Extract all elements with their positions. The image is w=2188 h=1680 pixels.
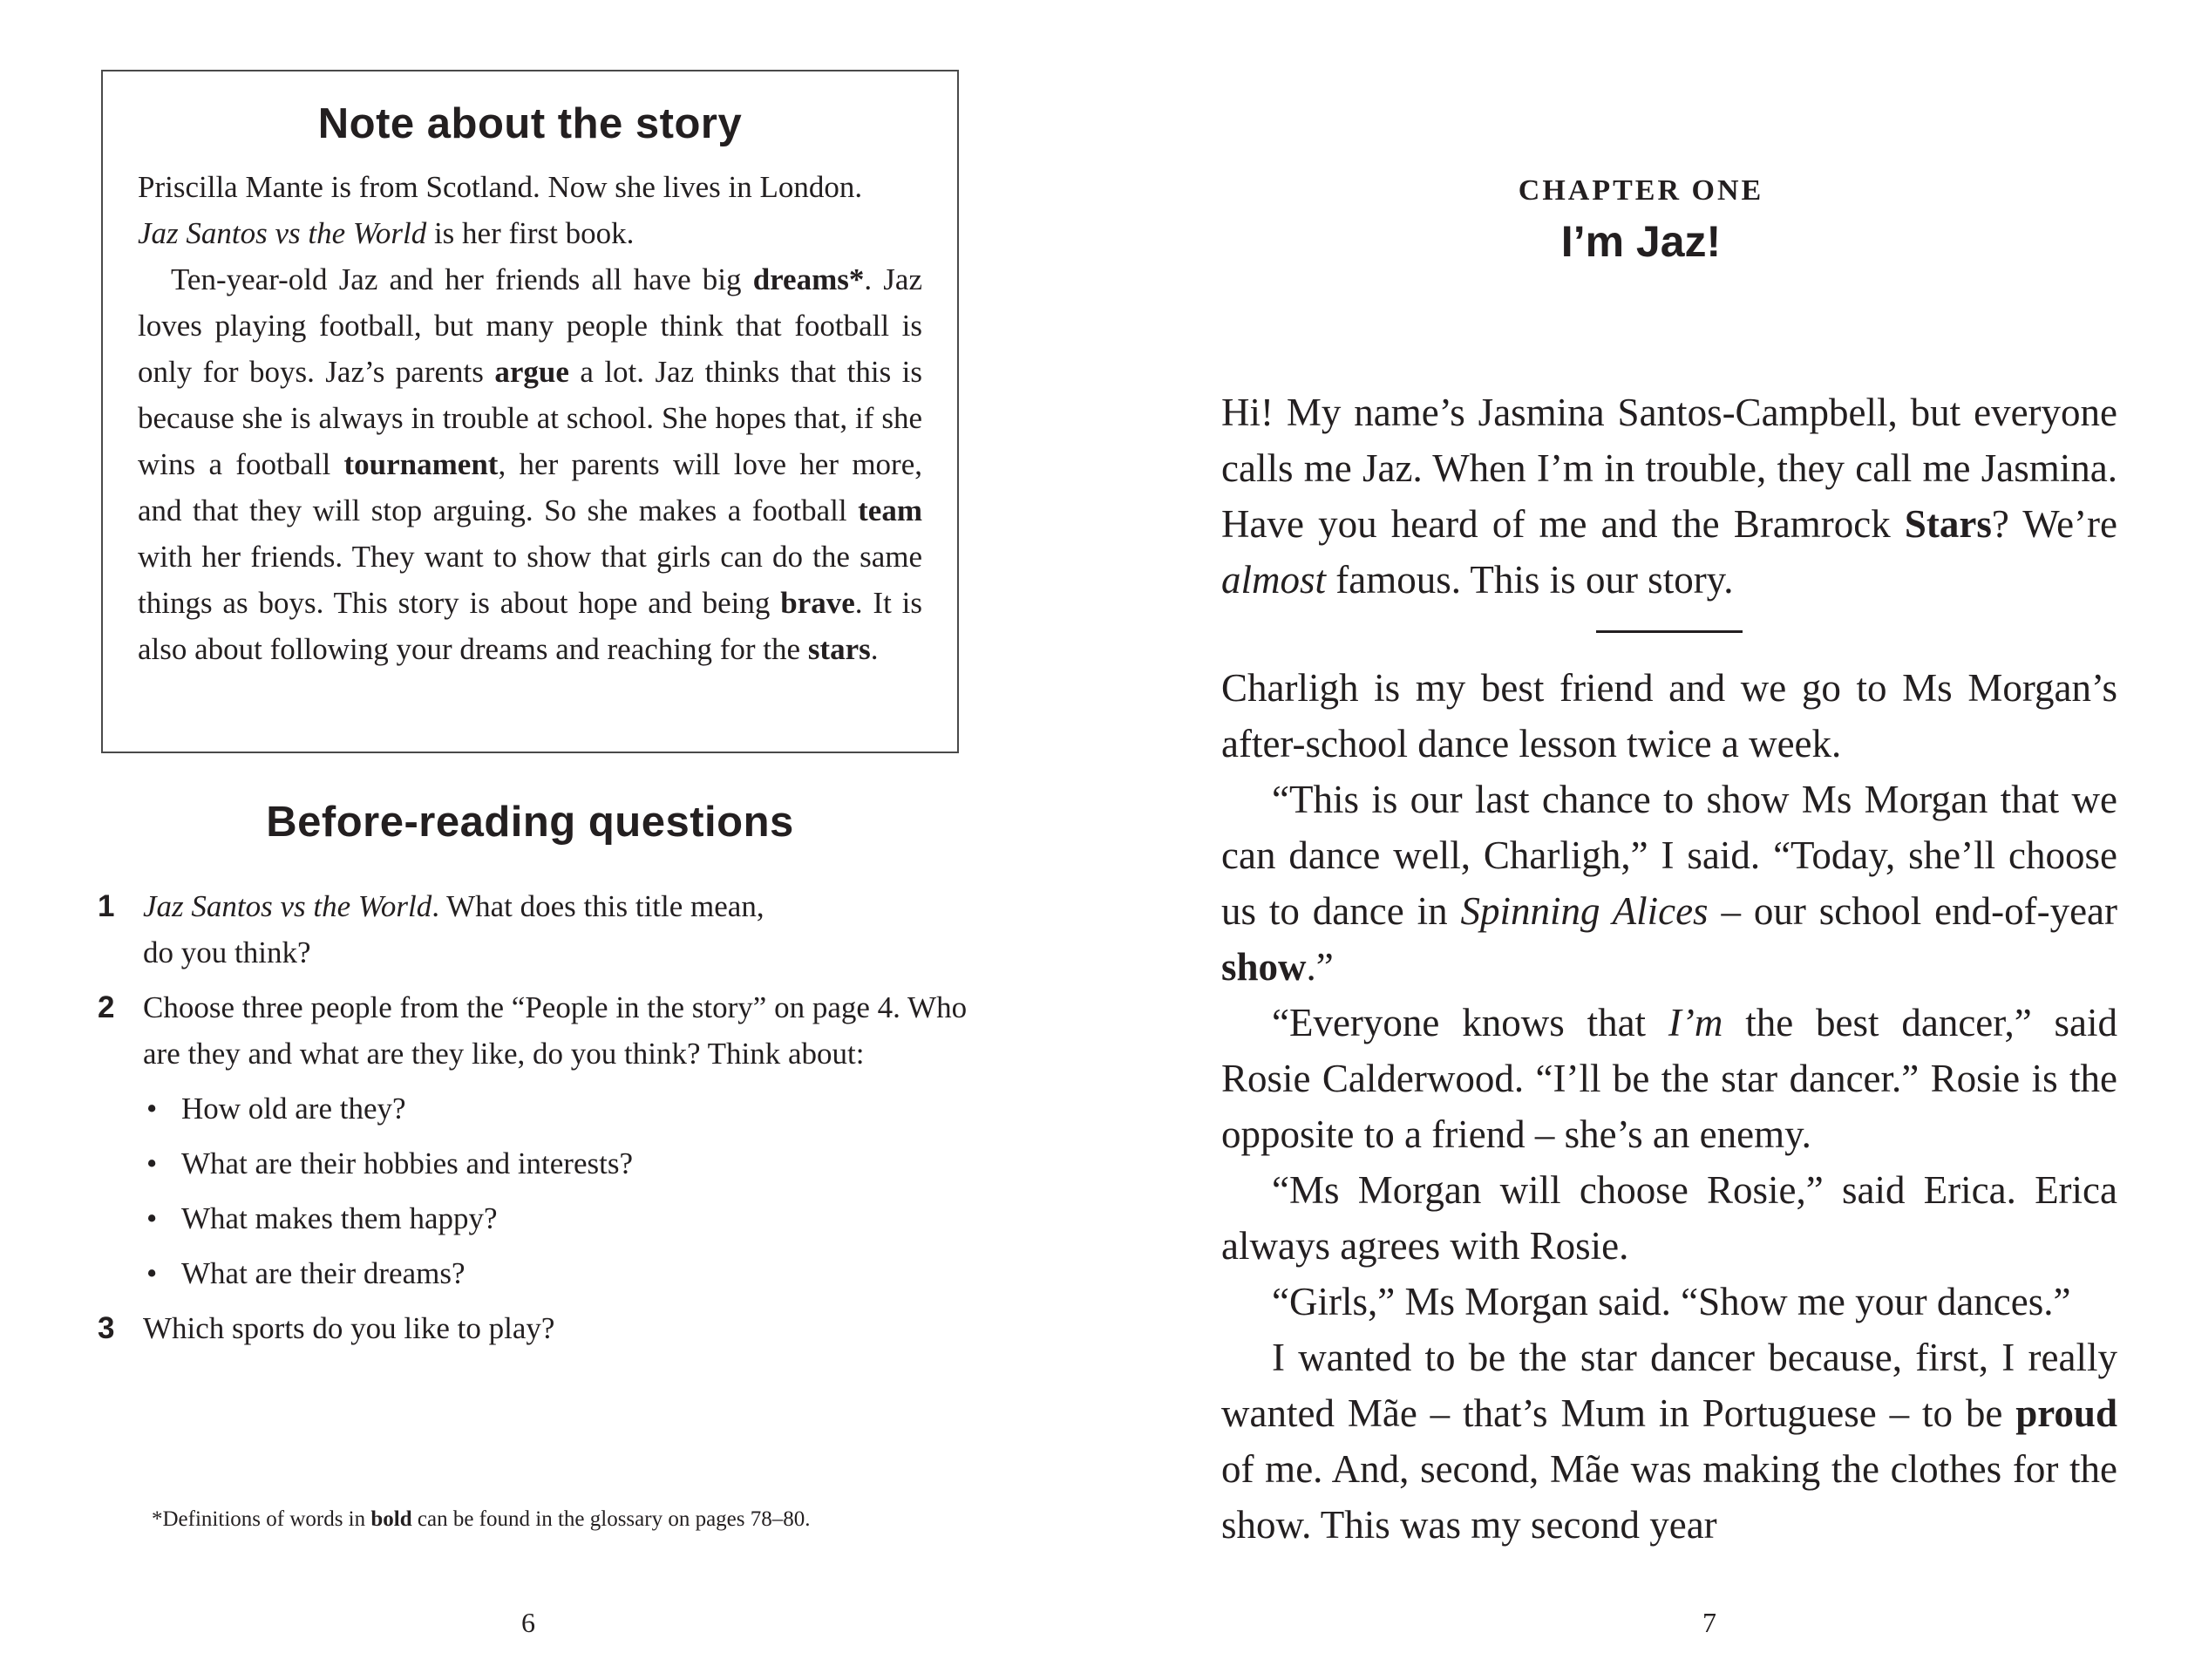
list-item-text: What makes them happy? (181, 1201, 498, 1235)
question-1-book-title: Jaz Santos vs the World (143, 889, 432, 923)
story-paragraph: “Girls,” Ms Morgan said. “Show me your dances.” (1272, 1280, 2071, 1323)
bullet-icon: • (146, 1201, 158, 1235)
story-text-run: “This is our last chance to show Ms Morgan that we can dance well, Charligh,” I said. “Today, she’ll choose us to dance in (1221, 778, 2117, 933)
note-p1-text: Priscilla Mante is from Scotland. Now she lives in London. (138, 170, 863, 204)
list-item (143, 1195, 969, 1241)
note-p2-part: . Jaz loves playing football, but many people think that football is only for boys. Jaz’s parents (138, 262, 922, 389)
questions-title: Before-reading questions (266, 799, 794, 846)
story-text-run: “Everyone knows that (1272, 1001, 1668, 1044)
story-text-run: famous. This is our story. (1326, 558, 1734, 602)
bullet-icon: • (146, 1256, 158, 1290)
right-page (1094, 0, 2188, 1680)
glossary-word: team (858, 493, 922, 527)
glossary-word: dreams* (752, 262, 865, 296)
glossary-word: stars (807, 632, 871, 666)
question-1 (98, 883, 969, 976)
story-text-run: .” (1306, 945, 1334, 989)
show-title: Spinning Alices (1460, 889, 1709, 933)
list-item-text: How old are they? (181, 1092, 406, 1126)
page-number: 6 (521, 1607, 535, 1638)
question-number: 1 (98, 889, 115, 923)
note-book-title: Jaz Santos vs the World (138, 216, 427, 250)
note-body (138, 164, 922, 672)
story-paragraph (1221, 995, 2117, 1162)
glossary-word: Stars (1904, 502, 1992, 546)
story-paragraph: Charligh is my best friend and we go to Ms Morgan’s after-school dance lesson twice a week. (1221, 666, 2117, 765)
glossary-word: proud (2015, 1391, 2117, 1435)
note-p2-part: with her friends. They want to show that girls can do the same things as boys. This story is about hope and being (138, 540, 922, 620)
note-p2-part: , her parents will love her more, and that they will stop arguing. So she makes a football (138, 447, 922, 527)
note-paragraph-2 (138, 256, 922, 672)
bullet-icon: • (146, 1092, 158, 1126)
story-paragraph (1221, 384, 2117, 608)
note-p2-part: . (870, 632, 879, 666)
bullet-icon: • (146, 1146, 158, 1180)
think-about-list (143, 1085, 969, 1296)
question-2 (98, 984, 969, 1296)
list-item (143, 1140, 969, 1187)
story-text-run: – our school end-of-year (1708, 889, 2117, 933)
story-text-run: ? We’re (1991, 502, 2117, 546)
glossary-word: show (1221, 945, 1307, 989)
note-paragraph-1 (138, 164, 922, 256)
story-text-run: the best dancer,” said Rosie Calderwood. “I’ll be the star dancer.” Rosie is the opposite to a friend – she’s an enemy. (1221, 1001, 2118, 1156)
question-1-text-2: do you think? (143, 935, 311, 969)
page-number: 7 (1702, 1607, 1716, 1638)
question-3 (98, 1305, 969, 1351)
footnote-bold: bold (370, 1507, 412, 1531)
story-text-run: I wanted to be the star dancer because, first, I really wanted Mãe – that’s Mum in Portuguese – to be (1221, 1336, 2117, 1435)
story-text-run: Hi! My name’s Jasmina Santos-Campbell, but everyone calls me Jaz. When I’m in trouble, they call me Jasmina. Have you heard of me and the Bramrock (1221, 391, 2117, 546)
question-number: 2 (98, 990, 115, 1024)
note-p2-part: a lot. Jaz thinks that this is because she is always in trouble at school. She hopes that, if she wins a football (138, 355, 922, 481)
emphasis-text: almost (1221, 558, 1327, 602)
glossary-word: brave (780, 586, 855, 620)
note-p1-end: is her first book. (426, 216, 635, 250)
list-item (143, 1250, 969, 1296)
story-paragraph (1221, 1330, 2117, 1553)
section-divider (1596, 630, 1743, 633)
chapter-title: I’m Jaz! (1560, 217, 1722, 266)
story-paragraph (1221, 772, 2117, 995)
footnote-text: can be found in the glossary on pages 78–80. (411, 1507, 811, 1531)
chapter-label: CHAPTER ONE (1518, 174, 1764, 207)
question-3-text: Which sports do you like to play? (143, 1311, 555, 1345)
glossary-word: argue (494, 355, 569, 389)
glossary-word: tournament (343, 447, 499, 481)
note-p2-part: Ten-year-old Jaz and her friends all have big (171, 262, 753, 296)
question-2-text: Choose three people from the “People in the story” on page 4. Who are they and what are they like, do you think? Think about: (143, 990, 968, 1071)
story-text-run: of me. And, second, Mãe was making the clothes for the show. This was my second year (1221, 1447, 2117, 1547)
note-p2-part: . It is also about following your dreams and reaching for the (138, 586, 922, 666)
question-1-text: . What does this title mean, (431, 889, 764, 923)
footnote-text: *Definitions of words in (152, 1507, 371, 1531)
questions-list (98, 883, 969, 1360)
story-text (1221, 384, 2117, 1553)
question-number: 3 (98, 1311, 115, 1345)
list-item-text: What are their dreams? (181, 1256, 465, 1290)
footnote (152, 1504, 811, 1535)
note-title: Note about the story (317, 100, 743, 147)
emphasis-text: I’m (1668, 1001, 1723, 1044)
note-box (101, 70, 959, 753)
list-item (143, 1085, 969, 1132)
list-item-text: What are their hobbies and interests? (181, 1146, 633, 1180)
story-paragraph: “Ms Morgan will choose Rosie,” said Erica. Erica always agrees with Rosie. (1221, 1168, 2117, 1268)
